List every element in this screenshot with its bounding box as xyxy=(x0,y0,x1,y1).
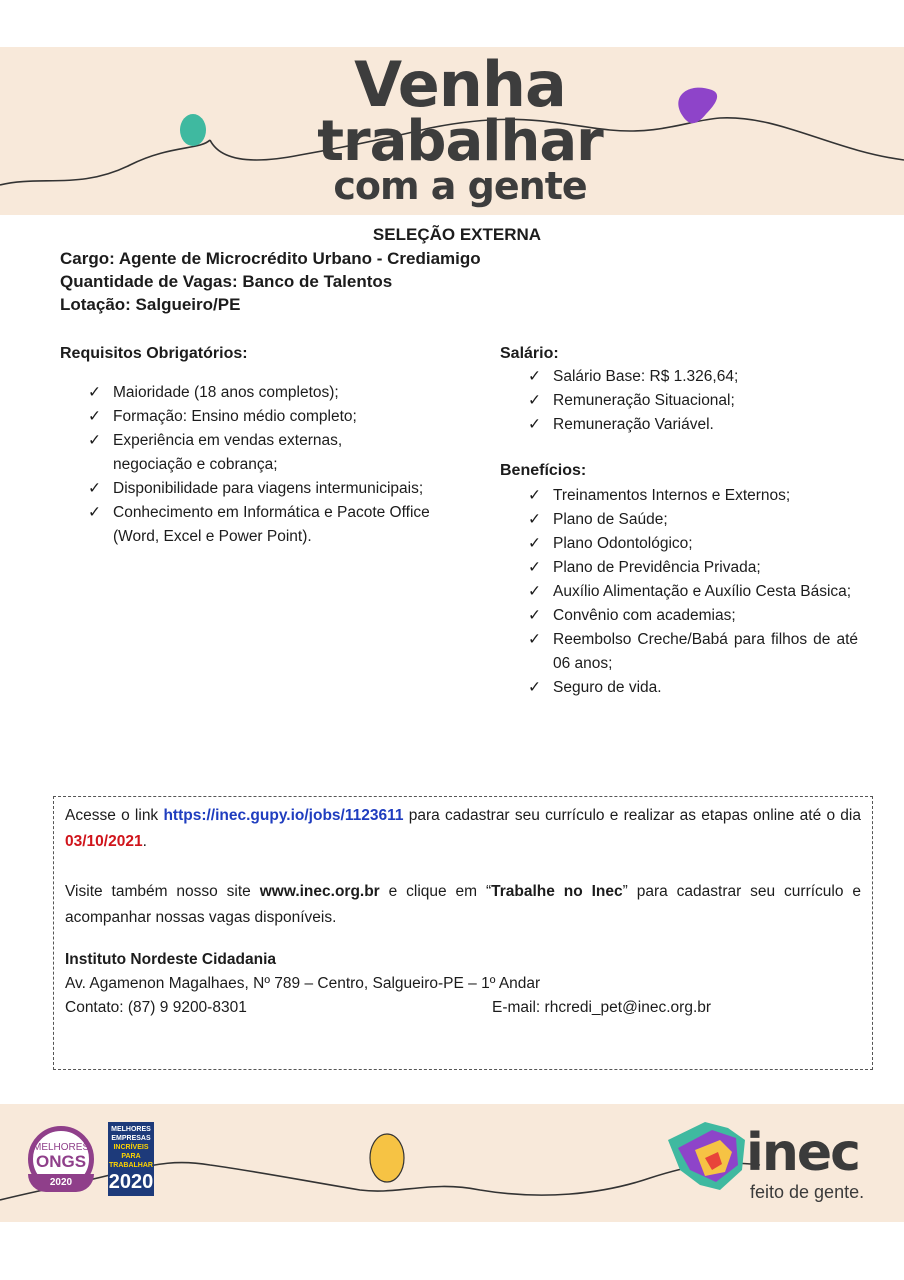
empresas-incriveis-badge: MELHORES EMPRESAS INCRÍVEIS PARA TRABALHAR 2020 xyxy=(108,1122,154,1196)
headline-line-3: com a gente xyxy=(333,164,587,208)
check-icon: ✓ xyxy=(528,559,541,576)
list-item: ✓ Formação: Ensino médio completo; xyxy=(88,405,488,429)
list-item: ✓ Plano de Previdência Privada; xyxy=(528,556,858,580)
list-item: ✓ Salário Base: R$ 1.326,64; xyxy=(528,365,868,389)
job-location: Lotação: Salgueiro/PE xyxy=(60,295,241,314)
check-icon: ✓ xyxy=(528,631,541,648)
headline-line-2: trabalhar xyxy=(317,109,603,174)
job-vacancies: Quantidade de Vagas: Banco de Talentos xyxy=(60,272,393,291)
check-icon: ✓ xyxy=(88,480,101,497)
hands-logo-icon xyxy=(668,1122,745,1190)
list-item: ✓ Auxílio Alimentação e Auxílio Cesta Básica; xyxy=(528,580,858,604)
check-icon: ✓ xyxy=(528,416,541,433)
deadline-date: 03/10/2021 xyxy=(65,833,143,850)
check-icon: ✓ xyxy=(528,487,541,504)
list-item: ✓ Plano Odontológico; xyxy=(528,532,858,556)
list-item: ✓ Plano de Saúde; xyxy=(528,508,858,532)
list-item: ✓ Treinamentos Internos e Externos; xyxy=(528,484,858,508)
headline-line-1: Venha xyxy=(354,48,566,121)
inec-logo: inec xyxy=(746,1123,859,1183)
inec-tagline: feito de gente. xyxy=(750,1182,865,1202)
list-item: ✓ Conhecimento em Informática e Pacote Office (Word, Excel e Power Point). xyxy=(88,501,443,549)
org-name: Instituto Nordeste Cidadania xyxy=(65,951,276,968)
check-icon: ✓ xyxy=(528,511,541,528)
job-role: Cargo: Agente de Microcrédito Urbano - Crediamigo xyxy=(60,249,481,268)
careers-cta: Trabalhe no Inec xyxy=(491,883,623,900)
check-icon: ✓ xyxy=(528,535,541,552)
org-contact: Contato: (87) 9 9200-8301 xyxy=(65,999,247,1016)
list-item: ✓ Remuneração Variável. xyxy=(528,413,868,437)
check-icon: ✓ xyxy=(528,368,541,385)
benefits-title: Benefícios: xyxy=(500,462,587,479)
check-icon: ✓ xyxy=(88,432,101,449)
check-icon: ✓ xyxy=(528,679,541,696)
apply-paragraph: Acesse o link https://inec.gupy.io/jobs/1123611 para cadastrar seu currículo e realizar as etapas online até o dia 03/10/2021. xyxy=(65,807,861,850)
website-paragraph: Visite também nosso site www.inec.org.br e clique em “Trabalhe no Inec” para cadastrar seu currículo e acompanhar nossas vagas disponíveis. xyxy=(65,883,862,926)
list-item: ✓ Convênio com academias; xyxy=(528,604,858,628)
list-item: ✓ Experiência em vendas externas, negociação e cobrança; xyxy=(88,429,403,477)
org-address: Av. Agamenon Magalhaes, Nº 789 – Centro, Salgueiro-PE – 1º Andar xyxy=(65,975,541,992)
requirements-title: Requisitos Obrigatórios: xyxy=(60,345,248,362)
check-icon: ✓ xyxy=(88,504,101,521)
salary-title: Salário: xyxy=(500,345,559,362)
list-item: ✓ Maioridade (18 anos completos); xyxy=(88,381,488,405)
website-link[interactable]: www.inec.org.br xyxy=(259,883,380,900)
list-item: ✓ Seguro de vida. xyxy=(528,676,858,700)
list-item: ✓ Remuneração Situacional; xyxy=(528,389,868,413)
check-icon: ✓ xyxy=(88,384,101,401)
section-title: SELEÇÃO EXTERNA xyxy=(372,225,542,244)
apply-link[interactable]: https://inec.gupy.io/jobs/1123611 xyxy=(163,807,404,824)
list-item: ✓ Disponibilidade para viagens intermunicipais; xyxy=(88,477,488,501)
melhores-ongs-badge: MELHORES ONGS 2020 xyxy=(28,1126,94,1192)
check-icon: ✓ xyxy=(528,392,541,409)
list-item: ✓ Reembolso Creche/Babá para filhos de até 06 anos; xyxy=(528,628,858,676)
check-icon: ✓ xyxy=(88,408,101,425)
check-icon: ✓ xyxy=(528,583,541,600)
org-email: E-mail: rhcredi_pet@inec.org.br xyxy=(492,999,712,1016)
check-icon: ✓ xyxy=(528,607,541,624)
